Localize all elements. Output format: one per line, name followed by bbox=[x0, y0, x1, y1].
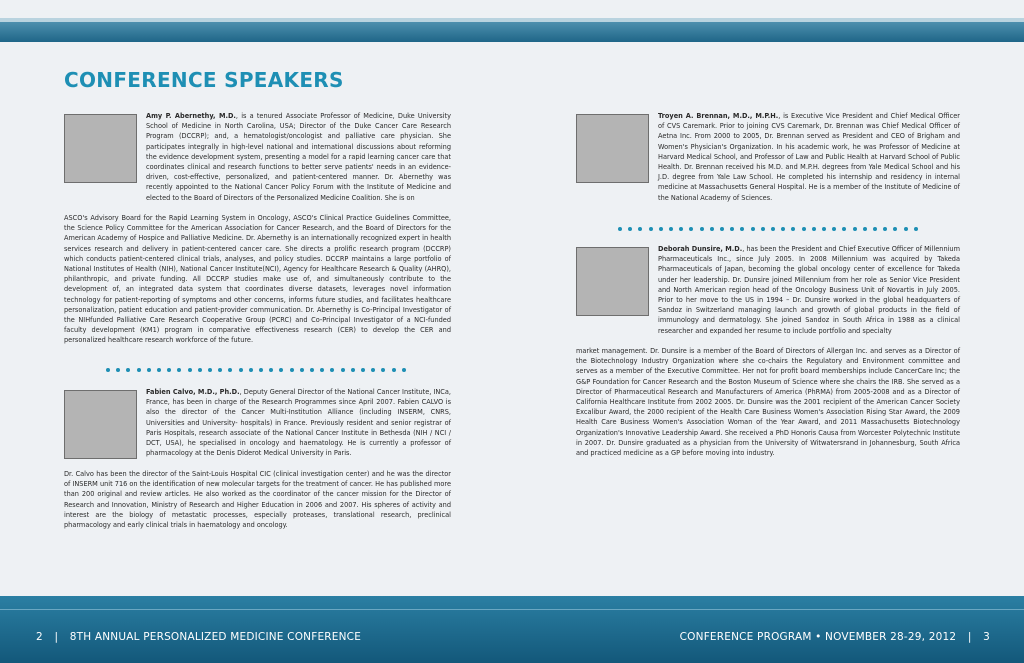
divider-dot bbox=[751, 227, 755, 231]
divider-dot bbox=[740, 227, 744, 231]
speaker-name-abernethy: Amy P. Abernethy, M.D. bbox=[146, 111, 236, 120]
divider-dot bbox=[720, 227, 724, 231]
divider-dot bbox=[914, 227, 918, 231]
divider-dot bbox=[700, 227, 704, 231]
page-number-left: 2 bbox=[36, 631, 43, 643]
divider-dot bbox=[300, 368, 304, 372]
divider-dot bbox=[269, 368, 273, 372]
divider-dot bbox=[863, 227, 867, 231]
speaker-bio-body-calvo: Dr. Calvo has been the director of the Saint-Louis Hospital CIC (clinical investigation center) and he was the director of INSERM unit 716 on the identification of new molecular targets for the treatment of cancer. He has published more than 200 original and review articles. He also worked as the coordinator of the cancer mission for the Director of Research and Innovation, Ministry of Research and Higher Education in 2006 and 2007. His spheres of activity and interest are the biology of metastatic processes, especially proteases, translational research, preclinical pharmacology and early clinical trials in haematology and oncology. bbox=[64, 469, 451, 530]
top-banner-bar bbox=[0, 22, 1024, 42]
footer-conference-name: 8TH ANNUAL PERSONALIZED MEDICINE CONFERENCE bbox=[69, 631, 362, 643]
divider-dot bbox=[659, 227, 663, 231]
divider-dot bbox=[791, 227, 795, 231]
speaker-bio-body-abernethy: ASCO's Advisory Board for the Rapid Learning System in Oncology, ASCO's Clinical Practice Guidelines Committee, the Science Policy Committee for the American Association for Cancer Research, and the Board of Directors for the American Academy of Hospice and Palliative Medicine. Dr. Abernethy is an internationally recognized expert in health services research and delivery in patient-centered cancer care. She directs a prolific research program (DCCRP) which conducts patient-centered clinical trials, analyses, and policy studies. DCCRP maintains a large portfolio of National Institutes of Health (NIH), National Cancer Institute(NCI), Agency for Healthcare Research & Quality (AHRQ), philanthropic, and private funding. All DCCRP studies make use of, and simultaneously contribute to the development of, an integrated data system that coordinates diverse datasets, leverages novel information technology for patient-reporting of symptoms and other concerns, informs future studies, and facilitates healthcare personalization, patient education and patient-provider communication. Dr. Abernethy is Co-Principal Investigator of the NIHfunded Palliative Care Research Cooperative Group (PCRC) and Co-Principal Investigator of a NCI-funded faculty development (KM1) program in comparative effectiveness research (CER) to develop the CER and personalized healthcare research workforce of the future. bbox=[64, 213, 451, 345]
divider-dot bbox=[177, 368, 181, 372]
speaker-bio-lead-calvo: Fabien Calvo, M.D., Ph.D., Deputy General Director of the National Cancer Institute, INCa, France, has been in charge of the Research Programmes since April 2007. Fabien CALVO is also the director of the Cancer Multi-Institution Alliance (including INSERM, CNRS, Universities and University- hospitals) in France. Previously resident and senior registrar of Paris Hospitals, research associate of the National Cancer Institute in Bethesda (NIH / NCI / DCT, USA), he specialised in oncology and haematology. He is currently a professor of pharmacology at the Denis Diderot Medical University in Paris. bbox=[146, 387, 451, 458]
divider-dot bbox=[126, 368, 130, 372]
speaker-photo-calvo bbox=[64, 390, 137, 459]
speaker-photo-abernethy bbox=[64, 114, 137, 183]
divider-dot bbox=[883, 227, 887, 231]
speaker-bio-lead-dunsire: Deborah Dunsire, M.D., has been the President and Chief Executive Officer of Millennium Pharmaceuticals Inc., since July 2005. In 2008 Millennium was acquired by Takeda Pharmaceuticals of Japan, becoming the global oncology center of excellence for Takeda under her leadership. Dr. Dunsire joined Millennium from her role as Senior Vice President and North American region head of the Oncology Business Unit of Novartis in July 2005. Prior to her move to the US in 1994 – Dr. Dunsire worked in the global headquarters of Sandoz in Switzerland managing launch and growth of global products in the field of immunology and dermatology. She joined Sandoz in South Africa in 1988 as a clinical researcher and expanded her resume to include portfolio and specialty bbox=[658, 244, 960, 335]
dot-divider bbox=[106, 367, 406, 373]
footer-separator: | bbox=[54, 631, 59, 643]
divider-dot bbox=[893, 227, 897, 231]
divider-dot bbox=[290, 368, 294, 372]
divider-dot bbox=[381, 368, 385, 372]
divider-dot bbox=[310, 368, 314, 372]
footer-bar bbox=[0, 596, 1024, 663]
divider-dot bbox=[239, 368, 243, 372]
divider-dot bbox=[371, 368, 375, 372]
speaker-bio-lead-brennan: Troyen A. Brennan, M.D., M.P.H., is Executive Vice President and Chief Medical Officer of CVS Caremark. Prior to joining CVS Caremark, Dr. Brennan was Chief Medical Officer of Aetna Inc. From 2000 to 2005, Dr. Brennan served as President and CEO of Brigham and Women's Physician's Organization. In his academic work, he was Professor of Medicine at Harvard Medical School, and Professor of Law and Public Health at Harvard School of Public Health. Dr. Brennan received his M.D. and M.P.H. degrees from Yale Medical School and his J.D. degree from Yale Law School. He completed his internship and residency in internal medicine at Massachusetts General Hospital. He is a member of the Institute of Medicine of the National Academy of Sciences. bbox=[658, 111, 960, 202]
divider-dot bbox=[361, 368, 365, 372]
divider-dot bbox=[812, 227, 816, 231]
divider-dot bbox=[730, 227, 734, 231]
footer-highlight-line bbox=[0, 609, 1024, 610]
footer-right bbox=[680, 631, 990, 643]
divider-dot bbox=[147, 368, 151, 372]
divider-dot bbox=[402, 368, 406, 372]
footer-left bbox=[36, 631, 361, 643]
divider-dot bbox=[679, 227, 683, 231]
divider-dot bbox=[761, 227, 765, 231]
divider-dot bbox=[853, 227, 857, 231]
divider-dot bbox=[198, 368, 202, 372]
divider-dot bbox=[167, 368, 171, 372]
divider-dot bbox=[116, 368, 120, 372]
divider-dot bbox=[341, 368, 345, 372]
divider-dot bbox=[259, 368, 263, 372]
divider-dot bbox=[781, 227, 785, 231]
speaker-photo-brennan bbox=[576, 114, 649, 183]
divider-dot bbox=[249, 368, 253, 372]
divider-dot bbox=[842, 227, 846, 231]
divider-dot bbox=[638, 227, 642, 231]
divider-dot bbox=[330, 368, 334, 372]
speaker-photo-dunsire bbox=[576, 247, 649, 316]
divider-dot bbox=[649, 227, 653, 231]
divider-dot bbox=[904, 227, 908, 231]
divider-dot bbox=[873, 227, 877, 231]
divider-dot bbox=[832, 227, 836, 231]
divider-dot bbox=[228, 368, 232, 372]
divider-dot bbox=[351, 368, 355, 372]
divider-dot bbox=[137, 368, 141, 372]
speaker-name-dunsire: Deborah Dunsire, M.D. bbox=[658, 244, 743, 253]
footer-program-date: CONFERENCE PROGRAM • NOVEMBER 28-29, 2012 bbox=[679, 631, 957, 643]
page-title: CONFERENCE SPEAKERS bbox=[64, 68, 344, 92]
page-number-right: 3 bbox=[983, 631, 990, 643]
divider-dot bbox=[188, 368, 192, 372]
divider-dot bbox=[392, 368, 396, 372]
speaker-name-calvo: Fabien Calvo, M.D., Ph.D. bbox=[146, 387, 240, 396]
divider-dot bbox=[771, 227, 775, 231]
speaker-bio-body-dunsire: market management. Dr. Dunsire is a member of the Board of Directors of Allergan Inc. and serves as a Director of the Biotechnology Industry Organization where she co-chairs the Regulatory and Environment committee and serves as a member of the Executive Committee. Her not for profit board memberships include CancerCare Inc; the G&P Foundation for Cancer Research and the Boston Museum of Science where she chairs the IRB. She served as a Director of Pharmaceutical Research and Manufacturers of America (PhRMA) from 2005-2008 and as a Director of California Healthcare Institute from 2002 2005. Dr. Dunsire was the 2001 recipient of the American Cancer Society Excalibur Award, the 2000 recipient of the Health Care Business Women's Association Rising Star Award, the 2009 Health Care Business Women's Association Woman of the Year Award, and 2011 Massachusetts Biotechnology Organization's Innovative Leadership Award. She received a PhD Honoris Causa from Worcester Polytechnic Institute in 2007. Dr. Dunsire graduated as a physician from the University of Witwatersrand in Johannesburg, South Africa and practiced medicine as a GP before moving into industry. bbox=[576, 346, 960, 458]
divider-dot bbox=[618, 227, 622, 231]
divider-dot bbox=[218, 368, 222, 372]
divider-dot bbox=[157, 368, 161, 372]
divider-dot bbox=[822, 227, 826, 231]
divider-dot bbox=[689, 227, 693, 231]
divider-dot bbox=[669, 227, 673, 231]
speaker-bio-lead-abernethy: Amy P. Abernethy, M.D., is a tenured Associate Professor of Medicine, Duke University School of Medicine in North Carolina, USA; Director of the Duke Cancer Care Research Program (DCCRP); and, a hematologist/oncologist and palliative care physician. She participates integrally in high-level national and international discussions about reforming the evidence development system, presenting a model for a rapid learning cancer care that coordinates clinical and research functions to better serve patients' needs in an evidence-driven, cost-effective, personalized, and patient-centered manner. Dr. Abernethy was recently appointed to the National Cancer Policy Forum with the Institute of Medicine and elected to the Board of Directors of the Personalized Medicine Coalition. She is on bbox=[146, 111, 451, 202]
divider-dot bbox=[106, 368, 110, 372]
divider-dot bbox=[320, 368, 324, 372]
speaker-name-brennan: Troyen A. Brennan, M.D., M.P.H. bbox=[658, 111, 779, 120]
footer-separator: | bbox=[967, 631, 972, 643]
divider-dot bbox=[279, 368, 283, 372]
divider-dot bbox=[628, 227, 632, 231]
dot-divider bbox=[618, 226, 918, 232]
divider-dot bbox=[802, 227, 806, 231]
divider-dot bbox=[710, 227, 714, 231]
divider-dot bbox=[208, 368, 212, 372]
